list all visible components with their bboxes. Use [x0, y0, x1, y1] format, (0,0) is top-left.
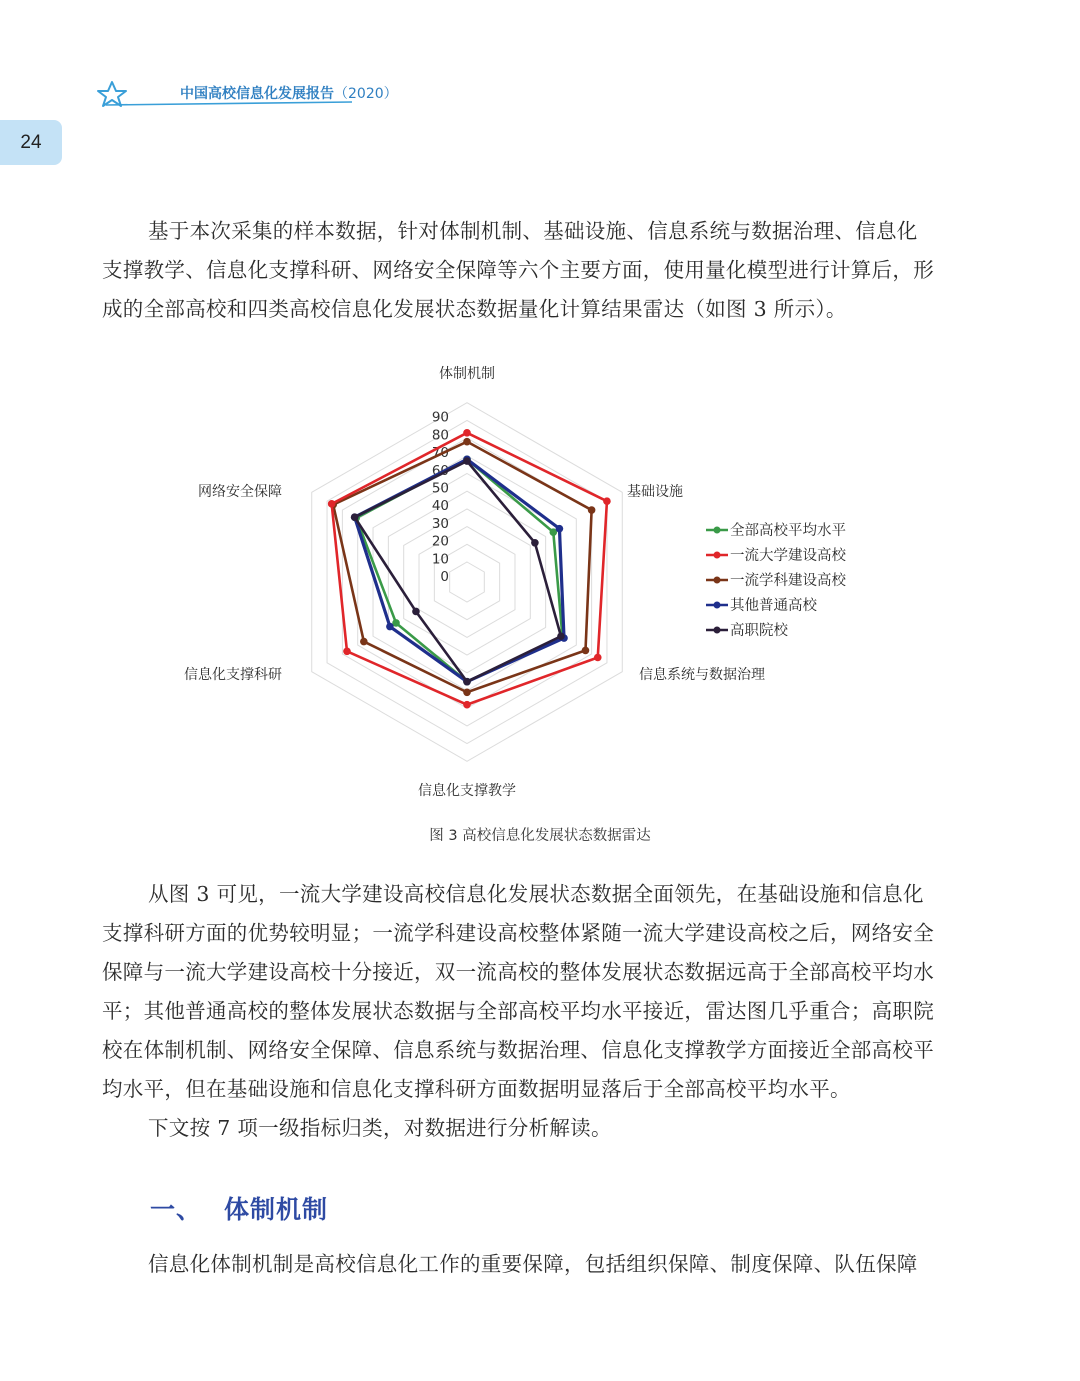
text-line: 支撑教学、信息化支撑科研、网络安全保障等六个主要方面，使用量化模型进行计算后，形	[102, 258, 934, 282]
radar-chart-svg	[150, 355, 910, 815]
text-line: 校在体制机制、网络安全保障、信息系统与数据治理、信息化支撑教学方面接近全部高校平	[102, 1038, 934, 1062]
section-title: 体制机制	[224, 1195, 329, 1224]
data-point	[531, 539, 539, 547]
text-line: 均水平，但在基础设施和信息化支撑科研方面数据明显落后于全部高校平均水平。	[102, 1077, 851, 1101]
radial-ticks	[432, 410, 449, 585]
figure-caption: 图 3 高校信息化发展状态数据雷达	[429, 828, 651, 844]
radial-tick-label: 80	[431, 427, 449, 444]
text-line: 成的全部高校和四类高校信息化发展状态数据量化计算结果雷达（如图 3 所示）。	[102, 297, 847, 321]
category-label: 基础设施	[627, 484, 683, 500]
data-point	[463, 688, 471, 696]
data-point	[557, 632, 565, 640]
legend-item	[706, 571, 846, 589]
legend-label: 一流大学建设高校	[730, 548, 846, 564]
data-point	[463, 701, 471, 709]
data-point	[351, 513, 359, 521]
text-line: 保障与一流大学建设高校十分接近，双一流高校的整体发展状态数据远高于全部高校平均水	[102, 960, 934, 984]
data-point	[463, 429, 471, 437]
section-number: 一、	[150, 1195, 203, 1224]
data-point	[463, 678, 471, 686]
radar-series	[328, 429, 611, 708]
text-line: 支撑科研方面的优势较明显；一流学科建设高校整体紧随一流大学建设高校之后，网络安全	[102, 921, 934, 945]
legend-label: 一流学科建设高校	[730, 573, 846, 589]
text-line: 从图 3 可见，一流大学建设高校信息化发展状态数据全面领先，在基础设施和信息化	[148, 882, 924, 906]
data-point	[594, 654, 602, 662]
radial-tick-label: 30	[431, 515, 449, 532]
running-header	[96, 78, 416, 112]
report-title	[180, 83, 398, 103]
data-point	[582, 647, 590, 655]
data-point	[463, 438, 471, 446]
section-paragraph	[102, 1245, 954, 1284]
category-label: 网络安全保障	[198, 484, 282, 500]
legend-item	[706, 521, 846, 539]
data-point	[556, 525, 564, 533]
text-line: 下文按 7 项一级指标归类，对数据进行分析解读。	[148, 1116, 612, 1140]
radial-tick-label: 70	[431, 445, 449, 462]
text-line: 基于本次采集的样本数据，针对体制机制、基础设施、信息系统与数据治理、信息化	[148, 219, 918, 243]
data-point	[603, 497, 611, 505]
legend-label: 其他普通高校	[730, 598, 817, 614]
category-labels	[184, 365, 765, 799]
legend-item	[706, 596, 817, 614]
radial-tick-label: 40	[431, 498, 449, 515]
category-label: 信息化支撑科研	[184, 667, 282, 683]
data-point	[412, 608, 420, 616]
text-line: 信息化体制机制是高校信息化工作的重要保障，包括组织保障、制度保障、队伍保障	[148, 1252, 918, 1276]
text-line: 平；其他普通高校的整体发展状态数据与全部高校平均水平接近，雷达图几乎重合；高职院	[102, 999, 934, 1023]
radial-tick-label: 90	[431, 409, 449, 426]
legend-item	[706, 621, 788, 639]
radial-tick-label: 20	[431, 533, 449, 550]
report-year: （2020）	[334, 86, 398, 102]
radial-tick-label: 50	[431, 480, 449, 497]
radial-tick-label: 0	[440, 569, 449, 585]
page-number: 24	[0, 120, 62, 165]
category-label: 信息化支撑教学	[418, 783, 516, 799]
category-label: 信息系统与数据治理	[639, 667, 765, 683]
legend-label: 高职院校	[730, 623, 788, 639]
category-label: 体制机制	[439, 366, 495, 382]
chart-legend	[706, 521, 846, 639]
data-point	[360, 638, 368, 646]
data-point	[463, 457, 471, 465]
radial-tick-label: 10	[431, 551, 449, 568]
data-point	[328, 500, 336, 508]
legend-label: 全部高校平均水平	[730, 523, 846, 539]
radial-tick-label: 60	[431, 462, 449, 479]
data-point	[343, 647, 351, 655]
data-point	[588, 506, 596, 514]
intro-paragraph	[102, 212, 954, 329]
legend-item	[706, 546, 846, 564]
analysis-paragraph	[102, 875, 954, 1148]
data-point	[386, 623, 394, 631]
report-title-text: 中国高校信息化发展报告	[180, 86, 334, 102]
section-heading	[150, 1190, 328, 1226]
radar-chart	[150, 355, 910, 815]
